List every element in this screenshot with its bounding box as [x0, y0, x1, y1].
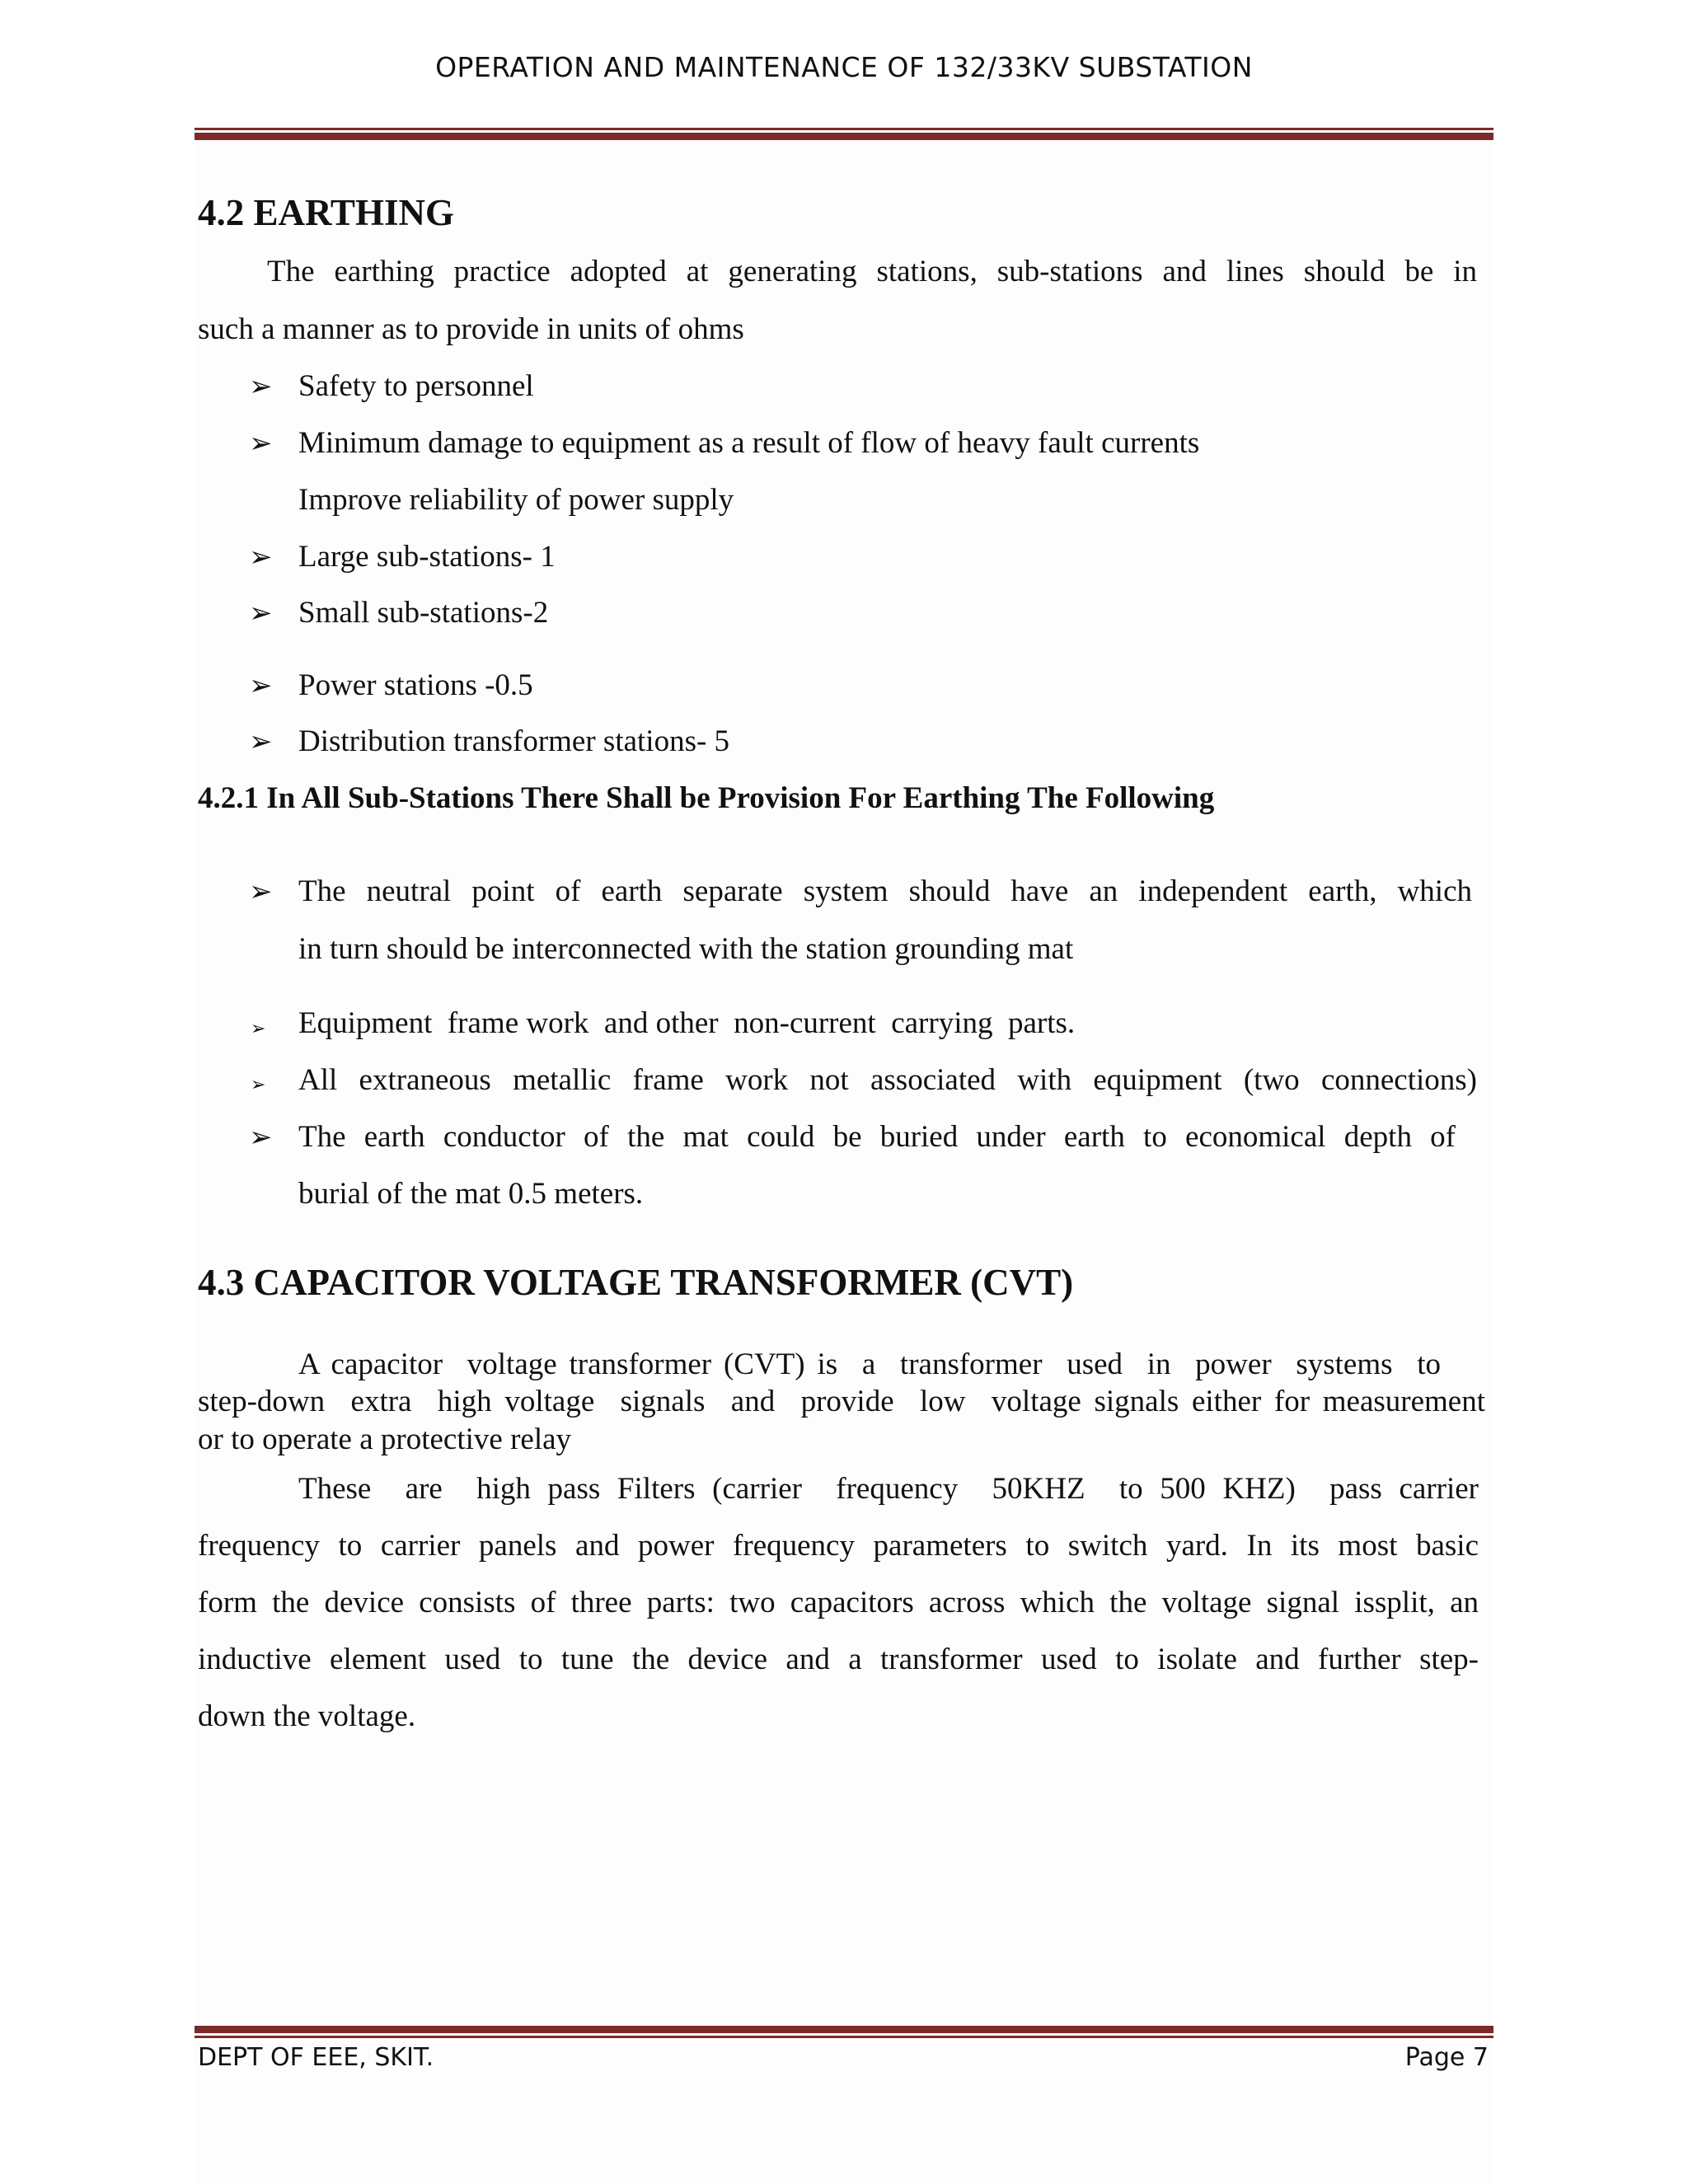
cvt-para-2-line-3: form the device consists of three parts: two capacitors across which the voltage signal issplit, an	[198, 1586, 1479, 1619]
earthing-bullet-3: Large sub-stations- 1	[298, 540, 556, 574]
cvt-para-2-line-1: These are high pass Filters (carrier frequency 50KHZ to 500 KHZ) pass carrier	[298, 1472, 1479, 1506]
earthing-bullet-1: Safety to personnel	[298, 369, 534, 403]
provision-item-3: All extraneous metallic frame work not associated with equipment (two connections)	[298, 1063, 1477, 1097]
cvt-para-1-line-3: or to operate a protective relay	[198, 1422, 572, 1456]
provision-item-4-line-2: burial of the mat 0.5 meters.	[298, 1177, 644, 1211]
provision-item-2: Equipment frame work and other non-current carrying parts.	[298, 1006, 1076, 1040]
earthing-intro-line-1: The earthing practice adopted at generating stations, sub-stations and lines should be in	[267, 255, 1477, 288]
arrow-bullet-icon: ➢	[249, 1122, 273, 1153]
provision-item-1-line-2: in turn should be interconnected with the station grounding mat	[298, 932, 1074, 966]
running-header: OPERATION AND MAINTENANCE OF 132/33KV SUBSTATION	[435, 51, 1253, 83]
arrow-bullet-icon: ➢	[249, 372, 273, 402]
arrow-bullet-icon: ➢	[249, 727, 273, 757]
earthing-bullet-4: Small sub-stations-2	[298, 596, 549, 630]
footer-department: DEPT OF EEE, SKIT.	[198, 2043, 434, 2072]
cvt-para-1-line-2: step-down extra high voltage signals and provide low voltage signals either for measurement	[198, 1385, 1485, 1418]
arrow-bullet-icon: ➢	[249, 429, 273, 459]
cvt-para-2-line-2: frequency to carrier panels and power frequency parameters to switch yard. In its most basic	[198, 1529, 1479, 1563]
small-arrow-bullet-icon: ➢	[251, 1018, 266, 1038]
earthing-intro-line-2: such a manner as to provide in units of ohms	[198, 312, 744, 346]
arrow-bullet-icon: ➢	[249, 542, 273, 573]
arrow-bullet-icon: ➢	[249, 671, 273, 701]
arrow-bullet-icon: ➢	[249, 598, 273, 629]
provision-item-1-line-1: The neutral point of earth separate system should have an independent earth, which	[298, 874, 1472, 908]
footer-rule-thin	[195, 2036, 1493, 2038]
cvt-para-2-line-5: down the voltage.	[198, 1699, 416, 1733]
footer-rule-thick	[195, 2026, 1493, 2033]
earthing-bullet-6: Distribution transformer stations- 5	[298, 724, 730, 758]
header-rule-thick	[195, 133, 1493, 140]
small-arrow-bullet-icon: ➢	[251, 1074, 266, 1094]
earthing-bullet-2-continuation: Improve reliability of power supply	[298, 483, 734, 517]
section-heading-earthing: 4.2 EARTHING	[198, 192, 454, 233]
earthing-bullet-2: Minimum damage to equipment as a result of flow of heavy fault currents	[298, 426, 1200, 460]
cvt-para-1-line-1: A capacitor voltage transformer (CVT) is a transformer used in power systems to	[298, 1347, 1441, 1381]
section-heading-cvt: 4.3 CAPACITOR VOLTAGE TRANSFORMER (CVT)	[198, 1262, 1074, 1303]
earthing-bullet-5: Power stations -0.5	[298, 668, 533, 702]
provision-item-4-line-1: The earth conductor of the mat could be buried under earth to economical depth of	[298, 1120, 1456, 1154]
subsection-heading-provision: 4.2.1 In All Sub-Stations There Shall be Provision For Earthing The Following	[198, 781, 1215, 815]
arrow-bullet-icon: ➢	[249, 877, 273, 907]
footer-page-number: Page 7	[1404, 2043, 1489, 2072]
header-rule-thin	[195, 128, 1493, 130]
cvt-para-2-line-4: inductive element used to tune the device and a transformer used to isolate and further step-	[198, 1643, 1479, 1676]
